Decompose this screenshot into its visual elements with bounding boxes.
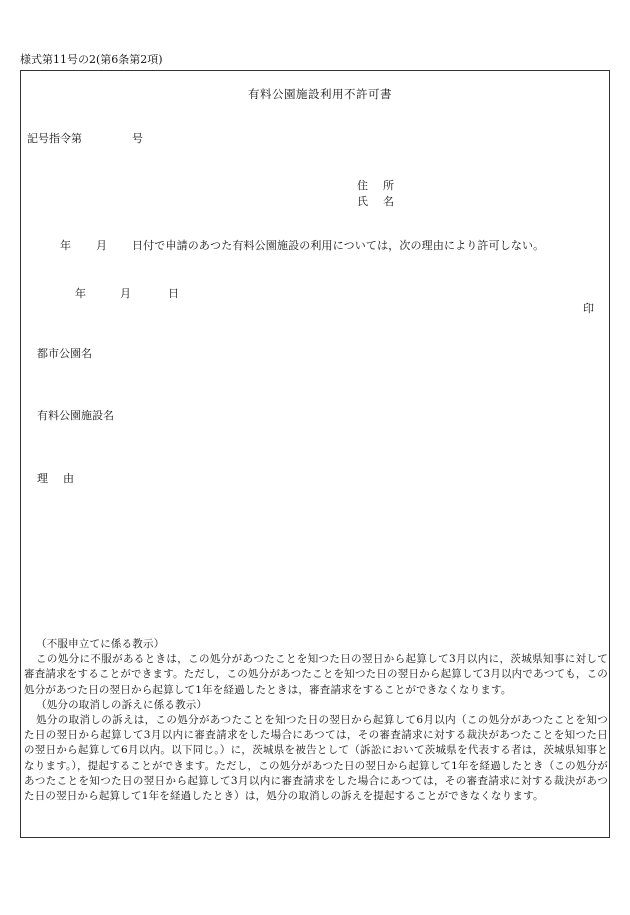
reason-label: 理 由 bbox=[37, 472, 76, 485]
legal-notice bbox=[24, 637, 608, 804]
revocation-heading: （処分の取消しの訴えに係る教示） bbox=[36, 698, 208, 711]
facility-name-label: 有料公園施設名 bbox=[37, 409, 114, 422]
issue-date-day: 日 bbox=[168, 287, 179, 300]
document-title: 有料公園施設利用不許可書 bbox=[248, 87, 392, 101]
statement-month: 月 bbox=[96, 239, 107, 252]
statement-year: 年 bbox=[60, 239, 71, 252]
revocation-text: 処分の取消しの訴えは，この処分があつたことを知つた日の翌日から起算して6月以内（この処分があつたことを知つた日の翌日から起算して3月以内に審査請求をした場合にあつては，その審査請求に対する裁決があつたことを知つた日の翌日から起算して6月以内。以下同じ。）に，茨城県を被告として（訴訟において茨城県を代表する者は，茨城県知事となります。），提起することができます。ただし，この処分があつた日の翌日から起算して1年を経過したとき（この処分があつたことを知つた日の翌日から起算して3月以内に審査請求をした場合にあつては，その審査請求に対する裁決があつた日の翌日から起算して1年を経過したとき）は，処分の取消しの訴えを提起することができなくなります。 bbox=[24, 714, 608, 803]
objection-heading: （不服申立てに係る教示） bbox=[36, 638, 165, 650]
statement-text: 日付で申請のあつた有料公園施設の利用については，次の理由により許可しない。 bbox=[132, 239, 545, 252]
issue-date-year: 年 bbox=[75, 287, 86, 300]
form-number: 様式第11号の2(第6条第2項) bbox=[20, 53, 163, 66]
name-label: 氏 名 bbox=[357, 195, 396, 208]
objection-text: この処分に不服があるときは，この処分があつたことを知つた日の翌日から起算して3月以内に，茨城県知事に対して審査請求をすることができます。ただし，この処分があつたことを知つた日の翌日から起算して3月以内であつても，この処分があつた日の翌日から起算して1年を経過したときは，審査請求をすることができなくなります。 bbox=[24, 653, 608, 696]
address-label: 住 所 bbox=[357, 179, 396, 192]
issue-date-month: 月 bbox=[120, 287, 131, 300]
record-number-suffix: 号 bbox=[132, 132, 143, 145]
record-number-prefix: 記号指令第 bbox=[27, 132, 82, 145]
seal-mark: 印 bbox=[583, 302, 594, 315]
park-name-label: 都市公園名 bbox=[37, 347, 92, 360]
